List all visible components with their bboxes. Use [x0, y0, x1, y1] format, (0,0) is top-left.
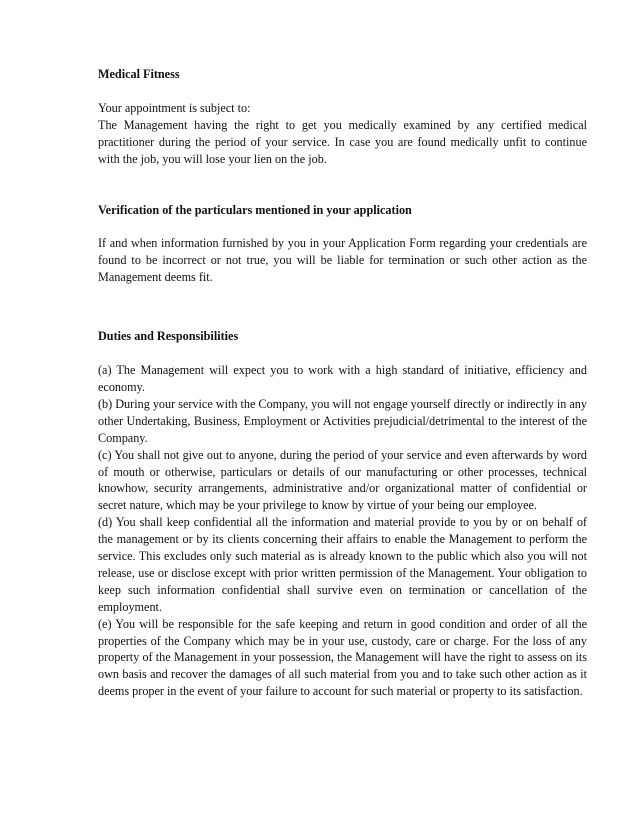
verification-body: If and when information furnished by you in your Application Form regarding your credentials are found to be incorrect or not true, you will be liable for termination or such other action as the Management deems fit. [98, 236, 587, 285]
duty-item-e: (e) You will be responsible for the safe keeping and return in good condition and order of all the properties of the Company which may be in your use, custody, care or charge. For the loss of any property of the Management in your possession, the Management will have the right to assess on its own basis and recover the damages of all such material from you and to take such other action as it deems proper in the event of your failure to account for such material or property to its satisfaction. [98, 616, 587, 699]
duty-item-a: (a) The Management will expect you to work with a high standard of initiative, efficiency and economy. [98, 363, 587, 394]
verification-heading: Verification of the particulars mentioned in your application [98, 202, 412, 217]
duties-heading: Duties and Responsibilities [98, 329, 239, 344]
medical-fitness-heading: Medical Fitness [98, 67, 180, 81]
medical-fitness-body: The Management having the right to get you medically examined by any certified medical practitioner during the period of your service. In case you are found medically unfit to continue with the job, you will lose your lien on the job. [98, 117, 587, 166]
medical-fitness-intro: Your appointment is subject to: [98, 100, 251, 115]
duty-item-b: (b) During your service with the Company, you will not engage yourself directly or indirectly in any other Undertaking, Business, Employment or Activities prejudicial/detrimental to the interest of the Company. [98, 396, 587, 445]
document-page [98, 66, 587, 700]
duty-item-c: (c) You shall not give out to anyone, during the period of your service and even afterwards by word of mouth or otherwise, particulars or details of our manufacturing or other processes, technical knowhow, security arrangements, administrative and/or organizational matter of confidential or secret nature, which may be your privilege to know by virtue of your being our employee. [98, 447, 587, 513]
duty-item-d: (d) You shall keep confidential all the information and material provide to you by or on behalf of the management or by its clients concerning their affairs to enable the Management to perform the service. This excludes only such material as is already known to the public which also you will not release, use or disclose except with prior written permission of the Management. Your obligation to keep such information confidential shall survive even on termination or cancellation of the employment. [98, 515, 587, 614]
